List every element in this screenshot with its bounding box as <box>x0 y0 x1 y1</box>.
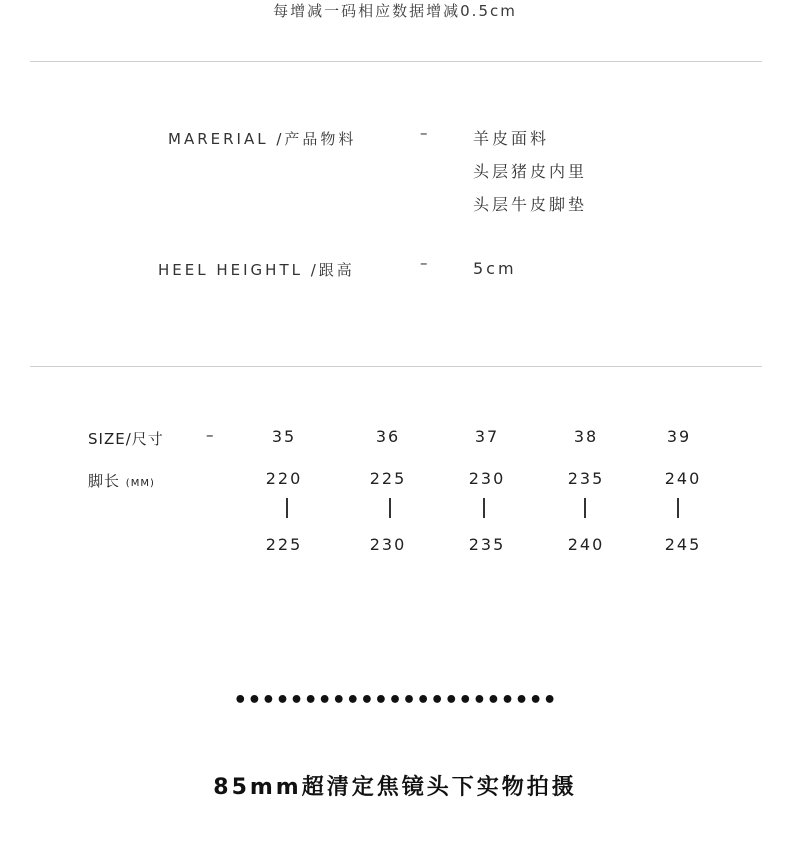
range-bar-38 <box>584 498 586 518</box>
size-36: 36 <box>375 427 401 446</box>
length-max-37: 235 <box>468 535 506 554</box>
size-label: SIZE/尺寸 <box>88 430 164 448</box>
size-dash: – <box>206 426 215 444</box>
photo-caption: 85mm超清定焦镜头下实物拍摄 <box>213 775 577 800</box>
foot-length-unit: (MM) <box>125 478 155 489</box>
size-37: 37 <box>474 427 500 446</box>
divider-top <box>30 61 762 62</box>
material-value-lining: 头层猪皮内里 <box>473 162 588 181</box>
size-35: 35 <box>271 427 297 446</box>
heel-height-value: 5cm <box>473 259 517 278</box>
size-increment-note: 每增减一码相应数据增减0.5cm <box>273 2 517 20</box>
heel-dash: – <box>420 254 428 272</box>
length-min-35: 220 <box>265 469 303 488</box>
length-min-39: 240 <box>664 469 702 488</box>
range-bar-35 <box>286 498 288 518</box>
dot-separator: ••••••••••••••••••••••• <box>233 688 557 713</box>
heel-height-label: HEEL HEIGHTL /跟高 <box>158 261 355 279</box>
foot-length-text: 脚长 <box>88 472 121 490</box>
range-bar-37 <box>483 498 485 518</box>
range-bar-36 <box>389 498 391 518</box>
material-label: MARERIAL /产品物料 <box>168 130 357 148</box>
range-bar-39 <box>677 498 679 518</box>
length-min-38: 235 <box>567 469 605 488</box>
length-min-36: 225 <box>369 469 407 488</box>
length-max-38: 240 <box>567 535 605 554</box>
foot-length-label <box>88 470 155 491</box>
length-max-35: 225 <box>265 535 303 554</box>
size-38: 38 <box>573 427 599 446</box>
length-max-36: 230 <box>369 535 407 554</box>
length-min-37: 230 <box>468 469 506 488</box>
material-value-insole: 头层牛皮脚垫 <box>473 195 588 214</box>
divider-middle <box>30 366 762 367</box>
material-value-outer: 羊皮面料 <box>473 129 550 148</box>
material-dash: – <box>420 124 428 142</box>
size-39: 39 <box>666 427 692 446</box>
length-max-39: 245 <box>664 535 702 554</box>
